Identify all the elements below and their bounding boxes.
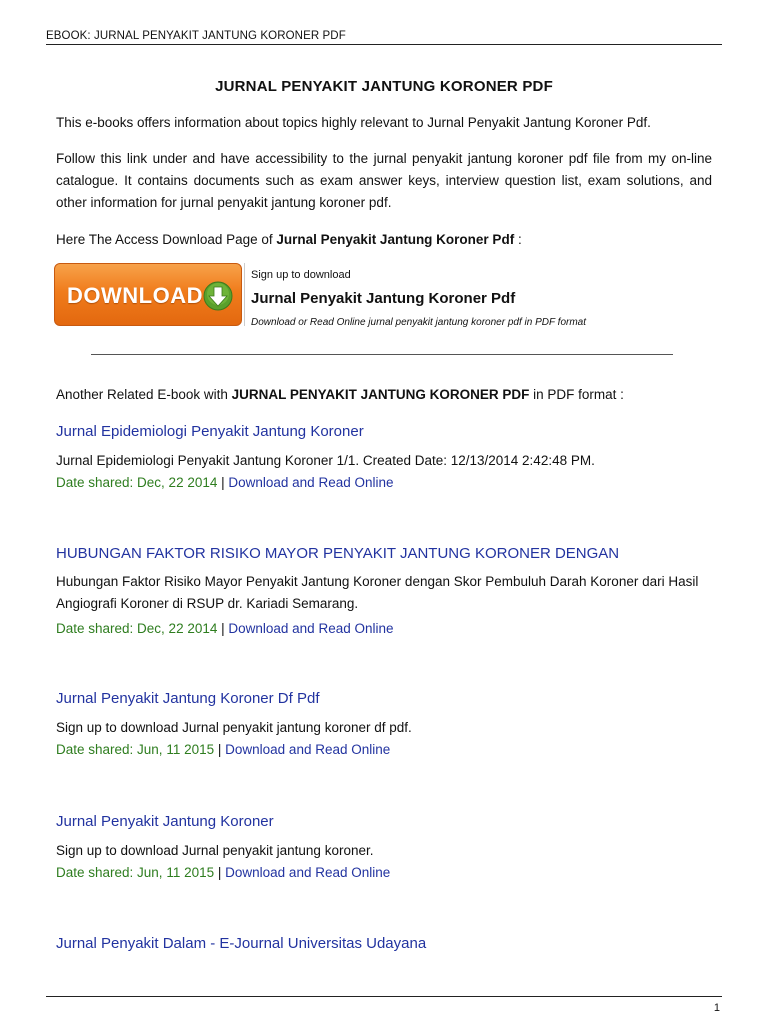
- arrow-down-circle-icon: [203, 281, 233, 311]
- related-suffix: in PDF format :: [529, 387, 624, 402]
- access-line: [56, 229, 712, 251]
- download-read-link[interactable]: Download and Read Online: [225, 742, 391, 757]
- download-subtitle: Download or Read Online jurnal penyakit jantung koroner pdf in PDF format: [251, 317, 586, 328]
- running-header: EBOOK: JURNAL PENYAKIT JANTUNG KORONER PDF: [46, 30, 346, 42]
- entry-separator: |: [217, 475, 229, 490]
- related-bold: JURNAL PENYAKIT JANTUNG KORONER PDF: [231, 387, 530, 402]
- header-rule: [46, 44, 722, 45]
- download-button-label: DOWNLOAD: [67, 283, 203, 308]
- entry-title-link[interactable]: Jurnal Penyakit Dalam - E-Journal Universitas Udayana: [56, 935, 427, 952]
- entry-separator: |: [217, 621, 229, 636]
- download-button[interactable]: [54, 263, 242, 326]
- follow-paragraph: Follow this link under and have accessibility to the jurnal penyakit jantung koroner pdf file from my on-line catalogue. It contains documents such as exam answer keys, interview question list, exam solutions, and other information for jurnal penyakit jantung koroner pdf.: [56, 151, 712, 210]
- entry-title-link[interactable]: HUBUNGAN FAKTOR RISIKO MAYOR PENYAKIT JANTUNG KORONER DENGAN: [56, 545, 620, 562]
- intro-paragraph: This e-books offers information about topics highly relevant to Jurnal Penyakit Jantung Koroner Pdf.: [56, 115, 651, 130]
- entry-description: Sign up to download Jurnal penyakit jantung koroner.: [56, 843, 374, 858]
- entry-description: Hubungan Faktor Risiko Mayor Penyakit Jantung Koroner dengan Skor Pembuluh Darah Koroner dari Hasil Angiografi Koroner di RSUP dr. Kariadi Semarang.: [56, 574, 699, 611]
- footer-rule: [46, 996, 722, 997]
- download-read-link[interactable]: Download and Read Online: [228, 621, 394, 636]
- access-bold: Jurnal Penyakit Jantung Koroner Pdf: [276, 232, 515, 247]
- entry-title-link[interactable]: Jurnal Epidemiologi Penyakit Jantung Koroner: [56, 423, 364, 440]
- entry-date: Date shared: Jun, 11 2015: [56, 865, 215, 880]
- entry-description: Sign up to download Jurnal penyakit jantung koroner df pdf.: [56, 720, 412, 735]
- entry-date: Date shared: Dec, 22 2014: [56, 621, 218, 636]
- section-separator: [91, 354, 673, 355]
- entry-meta: [56, 472, 712, 494]
- entry-date: Date shared: Dec, 22 2014: [56, 475, 218, 490]
- download-read-link[interactable]: Download and Read Online: [225, 865, 391, 880]
- related-line: [56, 384, 712, 406]
- entry-description: Jurnal Epidemiologi Penyakit Jantung Koroner 1/1. Created Date: 12/13/2014 2:42:48 PM.: [56, 453, 595, 468]
- access-suffix: :: [514, 232, 522, 247]
- related-prefix: Another Related E-book with: [56, 387, 232, 402]
- entry-meta: [56, 862, 712, 884]
- download-title[interactable]: Jurnal Penyakit Jantung Koroner Pdf: [251, 290, 516, 307]
- entry-date: Date shared: Jun, 11 2015: [56, 742, 215, 757]
- download-read-link[interactable]: Download and Read Online: [228, 475, 394, 490]
- access-prefix: Here The Access Download Page of: [56, 232, 277, 247]
- entry-title-link[interactable]: Jurnal Penyakit Jantung Koroner: [56, 813, 274, 830]
- signup-text: Sign up to download: [251, 269, 351, 281]
- page-number: 1: [713, 1002, 720, 1014]
- download-divider: [244, 263, 245, 326]
- entry-separator: |: [214, 865, 226, 880]
- document-title: JURNAL PENYAKIT JANTUNG KORONER PDF: [215, 78, 553, 95]
- entry-meta: [56, 739, 712, 761]
- entry-title-link[interactable]: Jurnal Penyakit Jantung Koroner Df Pdf: [56, 690, 320, 707]
- entry-meta: [56, 618, 712, 640]
- entry-separator: |: [214, 742, 226, 757]
